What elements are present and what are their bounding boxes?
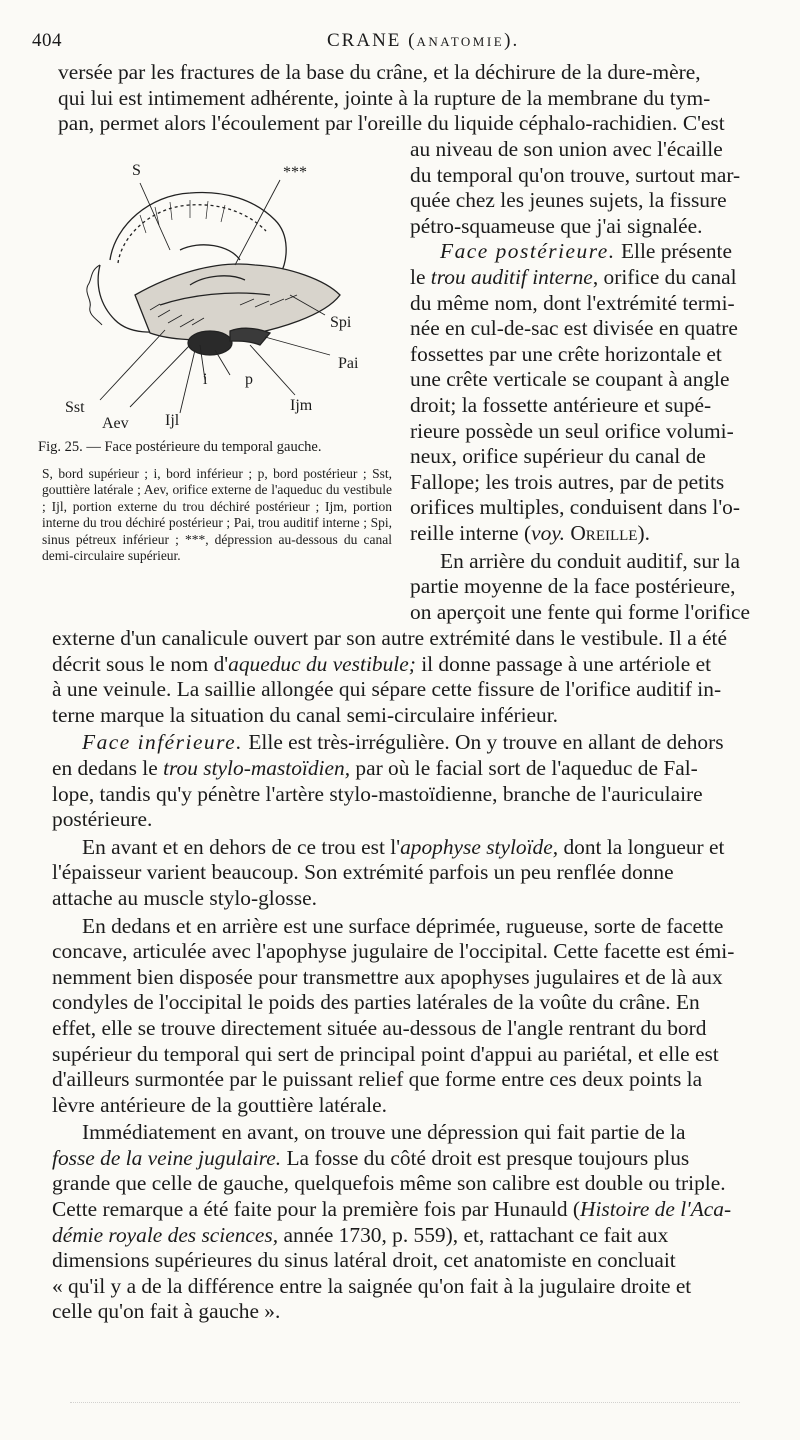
- text-line: neux, orifice supérieur du canal de: [410, 444, 706, 469]
- text-line: condyles de l'occipital le poids des parties latérales de la voûte du crâne. En: [52, 990, 700, 1015]
- figure-legend: S, bord supérieur ; i, bord inférieur ; p, bord postérieur ; Sst, gouttière latérale ; Aev, orifice externe de l'aqueduc du vestibule ; Ijl, portion externe du trou déchiré postérieur ; Ijm, portion interne du trou déchiré postérieur ; Pai, trou auditif interne ; Spi, sinus pétreux inférieur ; ***, dépression au-dessous du canal demi-circulaire supérieur.: [42, 466, 392, 564]
- label-Ijl: Ijl: [165, 412, 180, 429]
- term-trou-stylo: trou stylo-mastoïdien,: [163, 755, 351, 780]
- term-apophyse-styloide: apophyse styloïde,: [400, 834, 559, 859]
- section-heading: Face inférieure.: [82, 730, 244, 755]
- text-line: au niveau de son union avec l'écaille: [410, 137, 723, 161]
- label-S: S: [132, 162, 141, 179]
- page-number: 404: [32, 30, 62, 51]
- wrap-paragraph-1: [410, 137, 764, 239]
- opening-paragraph: [58, 60, 764, 137]
- aqueduc-paragraph: externe d'un canalicule ouvert par son autre extrémité dans le vestibule. Il a été décrit sous le nom d'aqueduc du vestibule; il donne passage à une artériole et à une veinule. La saillie allongée qui sépare cette fissure de l'orifice auditif in- terne marque la situation du canal semi-circulaire inférieur.: [52, 626, 764, 728]
- text-line: l'épaisseur varient beaucoup. Son extrémité parfois un peu renflée donne: [52, 860, 674, 885]
- label-Spi: Spi: [330, 314, 352, 331]
- term-fosse-jugulaire: fosse de la veine jugulaire.: [52, 1145, 282, 1170]
- text-line: une crête verticale se coupant à angle: [410, 367, 730, 392]
- cross-reference-link: Oreille: [565, 520, 638, 545]
- face-posterieure-paragraph: Face postérieure. Elle présente le trou auditif interne, orifice du canal du même nom, dont l'extrémité termi- née en cul-de-sac est divisée en quatre fossettes par une crête horizontale et une crête verticale se coupant à angle droit; la fossette antérieure et supé- rieure possède un seul orifice volumi- neux, orifice supérieur du canal de Fallope; les trois autres, par de petits orifices multiples, conduisent dans l'o- reille interne (voy. Oreille).: [410, 239, 764, 546]
- footer-rule: [70, 1402, 740, 1403]
- jugulaire-paragraph: Immédiatement en avant, on trouve une dépression qui fait partie de la fosse de la veine jugulaire. La fosse du côté droit est presque toujours plus grande que celle de gauche, quelquefois même son calibre est double ou triple. Cette remarque a été faite pour la première fois par Hunauld (Histoire de l'Aca- démie royale des sciences, année 1730, p. 559), et, rattachant ce fait aux dimensions supérieures du sinus latéral droit, cet anatomiste en concluait « qu'il y a de la différence entre la saignée qu'on fait à la jugulaire droite et celle qu'on fait à gauche ».: [52, 1120, 764, 1325]
- bone-illustration: [87, 192, 340, 355]
- text-line: postérieure.: [52, 807, 153, 832]
- text-line: du même nom, dont l'extrémité termi-: [410, 290, 735, 315]
- text-line: externe d'un canalicule ouvert par son autre extrémité dans le vestibule. Il a été: [52, 626, 727, 650]
- text-line: supérieur du temporal qui sert de principal point d'appui au pariétal, et elle est: [52, 1041, 719, 1066]
- facette-paragraph: [52, 914, 764, 1119]
- text-line: En dedans et en arrière est une surface déprimée, rugueuse, sorte de facette: [82, 913, 724, 938]
- temporal-bone-figure: [40, 155, 400, 445]
- label-Pai: Pai: [338, 355, 359, 372]
- figure-caption: Fig. 25. — Face postérieure du temporal gauche.: [38, 439, 322, 455]
- text-line: à une veinule. La saillie allongée qui sépare cette fissure de l'orifice auditif in-: [52, 677, 722, 702]
- text-line: attache au muscle stylo-glosse.: [52, 885, 317, 910]
- text-line: concave, articulée avec l'apophyse jugulaire de l'occipital. Cette facette est émi-: [52, 939, 735, 964]
- text-line: qui lui est intimement adhérente, jointe à la rupture de la membrane du tym-: [58, 85, 711, 110]
- text-line: grande que celle de gauche, quelquefois même son calibre est double ou triple.: [52, 1171, 726, 1196]
- term-trou-auditif: trou auditif interne: [430, 264, 593, 289]
- text-line: née en cul-de-sac est divisée en quatre: [410, 316, 738, 341]
- text-line: versée par les fractures de la base du crâne, et la déchirure de la dure-mère,: [58, 60, 701, 84]
- section-heading: Face postérieure.: [440, 239, 616, 264]
- text-line: pan, permet alors l'écoulement par l'oreille du liquide céphalo-rachidien. C'est: [58, 111, 725, 136]
- label-Sst: Sst: [65, 399, 85, 416]
- text-line: d'ailleurs surmontée par le puissant relief que forme entre ces deux points la: [52, 1067, 703, 1092]
- text-line: dimensions supérieures du sinus latéral droit, cet anatomiste en concluait: [52, 1248, 676, 1273]
- text-line: Fallope; les trois autres, par de petits: [410, 469, 725, 494]
- text-line: En arrière du conduit auditif, sur la: [440, 548, 740, 573]
- wrapped-column: [410, 137, 764, 625]
- text-line: rieure possède un seul orifice volumi-: [410, 418, 734, 443]
- styloide-paragraph: En avant et en dehors de ce trou est l'apophyse styloïde, dont la longueur et l'épaisseur varient beaucoup. Son extrémité parfois un peu renflée donne attache au muscle stylo-glosse.: [52, 835, 764, 912]
- running-title: CRANE (ANATOMIE).: [327, 30, 520, 51]
- text-line: terne marque la situation du canal semi-circulaire inférieur.: [52, 702, 559, 727]
- text-line: pétro-squameuse que j'ai signalée.: [410, 213, 703, 238]
- text-line: celle qu'on fait à gauche ».: [52, 1299, 281, 1324]
- text-line: droit; la fossette antérieure et supé-: [410, 392, 712, 417]
- text-line: quée chez les jeunes sujets, la fissure: [410, 188, 727, 213]
- text-line: fossettes par une crête horizontale et: [410, 341, 722, 366]
- text-line: lope, tandis qu'y pénètre l'artère stylo-mastoïdienne, branche de l'auriculaire: [52, 781, 703, 806]
- page-header: [32, 30, 760, 56]
- text-line: Immédiatement en avant, on trouve une dépression qui fait partie de la: [82, 1120, 686, 1145]
- text-line: du temporal qu'on trouve, surtout mar-: [410, 162, 741, 187]
- wrap-paragraph-2: [410, 549, 764, 626]
- label-p: p: [245, 371, 253, 388]
- text-line: on aperçoit une fente qui forme l'orifice: [410, 599, 751, 624]
- main-body-column: [52, 626, 764, 1325]
- label-Ijm: Ijm: [290, 397, 313, 414]
- label-i: i: [203, 371, 208, 388]
- text-line: « qu'il y a de la différence entre la saignée qu'on fait à la jugulaire droite et: [52, 1273, 692, 1298]
- text-line: nemment bien disposée pour transmettre aux apophyses jugulaires et de là aux: [52, 964, 723, 989]
- label-stars: ***: [283, 164, 307, 181]
- face-inferieure-paragraph: Face inférieure. Elle est très-irrégulière. On y trouve en allant de dehors en dedans le trou stylo-mastoïdien, par où le facial sort de l'aqueduc de Fal- lope, tandis qu'y pénètre l'artère stylo-mastoïdienne, branche de l'auriculaire postérieure.: [52, 730, 764, 832]
- term-aqueduc: aqueduc du vestibule;: [228, 651, 416, 676]
- text-line: partie moyenne de la face postérieure,: [410, 574, 736, 599]
- reference-title: Histoire de l'Aca-: [580, 1197, 732, 1222]
- text-line: lèvre antérieure de la gouttière latérale.: [52, 1092, 387, 1117]
- text-line: orifices multiples, conduisent dans l'o-: [410, 495, 740, 520]
- text-line: effet, elle se trouve directement située au-dessous de l'angle rentrant du bord: [52, 1015, 707, 1040]
- label-Aev: Aev: [102, 415, 129, 432]
